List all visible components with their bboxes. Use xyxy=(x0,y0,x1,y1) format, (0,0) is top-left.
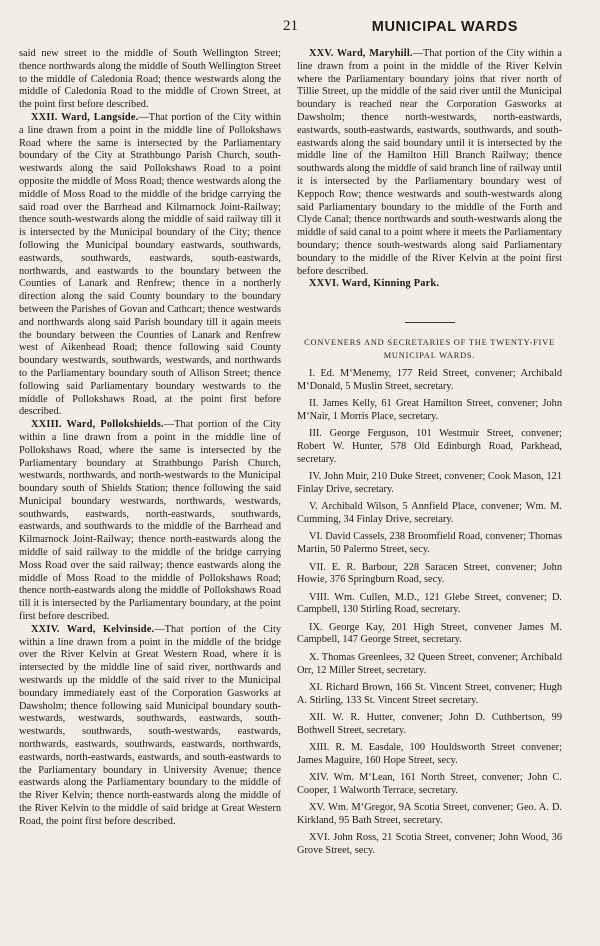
page-number: 21 xyxy=(283,18,298,34)
ward-text: —That portion of the City within a line drawn from a point in the middle line of Pollokshaws Road where the same is intersected by the Parliamentary boundary of the City at Strathbungo Parish Church, south-westwards along the said Pollokshaws Road to a point opposite the middle of Moss Road; thence westwards along the middle of Moss Road to the middle of the bridge carrying the said road over the Barrhead and Kilmarnock Joint-Railway; thence south-westwards along the middle of said railway till it is intersected by the Municipal boundary of the City; thence following the Municipal boundary eastwards, southwards, eastwards, southwards, eastwards, south-eastwards, northwards, and eastwards to the boundary between the Counties of Lanark and Renfrew; thence in a northerly direction along the said County boundary to the boundary between the Parishes of Govan and Cathcart; thence westwards and northwards along said Parish boundary till it again meets the boundary between the Counties of Lanark and Renfrew west of Aikenhead Road; thence following said County boundary westwards, southwards, westwards, and northwards to the Parliamentary boundary south of Allison Street; thence following said Parliamentary boundary westwards to the middle of Pollokshaws Road, at the point first before described. xyxy=(19,111,281,418)
ward-paragraph-pollokshields xyxy=(19,419,281,624)
convener-entry: VI. David Cassels, 238 Broomfield Road, convener; Thomas Martin, 50 Palermo Street, secy. xyxy=(297,531,562,556)
convener-entry: XIII. R. M. Easdale, 100 Houldsworth Street convener; James Maguire, 160 Hope Street, secy. xyxy=(297,742,562,766)
section-divider xyxy=(405,322,455,323)
convener-entry: VIII. Wm. Cullen, M.D., 121 Glebe Street, convener; D. Campbell, 130 Stirling Road, secretary. xyxy=(297,591,562,616)
left-column xyxy=(19,48,281,829)
conveners-heading: CONVENERS AND SECRETARIES OF THE TWENTY-FIVE MUNICIPAL WARDS. xyxy=(304,338,555,361)
conveners-list xyxy=(297,368,562,858)
continuation-paragraph: said new street to the middle of South Wellington Street; thence northwards along the middle of South Wellington Street to the middle of Caledonia Road; thence westwards along the middle of Caledonia Road to the middle of Crown Street, at the point first before described. xyxy=(19,48,281,111)
convener-entry: XIV. Wm. M‘Lean, 161 North Street, convener; John C. Cooper, 1 Walworth Terrace, secretary. xyxy=(297,772,562,796)
convener-entry: VII. E. R. Barbour, 228 Saracen Street, convener; John Howie, 376 Springburn Road, secy. xyxy=(297,561,562,586)
convener-entry: X. Thomas Greenlees, 32 Queen Street, convener; Archibald Orr, 12 Miller Street, secretary. xyxy=(297,651,562,676)
ward-title: XXVI. Ward, Kinning Park. xyxy=(309,278,440,290)
convener-entry: XI. Richard Brown, 166 St. Vincent Street, convener; Hugh A. Stirling, 133 St. Vincent Street secretary. xyxy=(297,681,562,706)
right-column xyxy=(297,48,562,862)
ward-text: —That portion of the City within a line drawn from a point in the middle of the bridge over the River Kelvin at Great Western Road, where it is intersected by the middle line of said river, northwards and westwards up the middle of the said river to the Municipal boundary immediately east of the Corporation Gasworks at Dawsholm; thence following said Municipal boundary south-westwards, westwards, southwards, eastwards, south-westwards, southwards, south-westwards, eastwards, northwards, eastwards, southwards, eastwards, northwards, eastwards, north-eastwards, eastwards, and south-eastwards to the Parliamentary boundary in University Avenue; thence eastwards along the Parliamentary boundary to the middle of the River Kelvin; thence north-eastwards along the middle of the River Kelvin to the middle of said bridge at Great Western Road, the point first before described. xyxy=(19,623,281,827)
ward-title: XXV. Ward, Maryhill. xyxy=(309,48,413,59)
convener-entry: IX. George Kay, 201 High Street, convener James M. Campbell, 147 George Street, secretary. xyxy=(297,621,562,646)
ward-title: XXIV. Ward, Kelvinside. xyxy=(31,623,155,635)
convener-entry: I. Ed. M‘Menemy, 177 Reid Street, convener; Archibald M‘Donald, 5 Muslin Street, secretary. xyxy=(297,368,562,392)
convener-entry: V. Archibald Wilson, 5 Annfield Place, convener; Wm. M. Cumming, 34 Finlay Drive, secretary. xyxy=(297,501,562,526)
ward-title: XXIII. Ward, Pollokshields. xyxy=(31,419,164,431)
ward-title: XXII. Ward, Langside. xyxy=(31,111,139,123)
running-header xyxy=(0,14,600,40)
running-title: MUNICIPAL WARDS xyxy=(371,19,518,35)
convener-entry: XVI. John Ross, 21 Scotia Street, convener; John Wood, 36 Grove Street, secy. xyxy=(297,832,562,857)
convener-entry: III. George Ferguson, 101 Westmuir Street, convener; Robert W. Hunter, 578 Old Edinburgh Road, Parkhead, secretary. xyxy=(297,428,562,465)
ward-text: —That portion of the City within a line drawn from a point in the middle line of Pollokshaws Road, where the same is intersected by the Parliamentary boundary at Strathbungo Parish Church, westwards, northwards, and north-westwards to the Municipal boundary south of Shields Station; thence following the said Municipal boundary westwards, northwards, westwards, southwards, eastwards, north-eastwards, southwards, eastwards, and southwards to the middle of the Barrhead and Kilmarnock Joint-Railway; thence north-eastwards along the middle of said railway to the middle of the bridge carrying Moss Road over the said railway; thence eastwards along the middle of Moss Road to the middle of Pollokshaws Road; thence north-eastwards along the middle of Pollokshaws Road till it is intersected by the Parliamentary boundary, at the point first before described. xyxy=(19,419,281,623)
ward-paragraph-kinning-park xyxy=(297,278,562,291)
ward-paragraph-langside xyxy=(19,112,281,419)
convener-entry: XV. Wm. M‘Gregor, 9A Scotia Street, convener; Geo. A. D. Kirkland, 95 Bath Street, secretary. xyxy=(297,802,562,827)
ward-text: —That portion of the City within a line drawn from a point in the middle of the River Kelvin where the Parliamentary boundary joins that river north of Tillie Street, up the middle of the said river until the Municipal boundary is reached near the Corporation Gasworks at Dawsholm; thence north-westwards, north-eastwards, eastwards, south-eastwards, eastwards, southwards, and south-eastwards along the said boundary until it is intersected by the middle line of the Hamilton Hill Branch Railway; thence southwards along the middle of said branch line of railway until it is intersected by the Parliamentary boundary west of Keppoch Row; thence westwards and south-westwards along said Parliamentary boundary to the middle of the Forth and Clyde Canal; thence northwards and south-westwards along the middle of said canal to a point where it meets the Parliamentary boundary; thence south-westwards along said Parliamentary boundary to the middle of the River Kelvin at the point first before described. xyxy=(297,48,562,277)
ward-paragraph-kelvinside xyxy=(19,624,281,829)
convener-entry: IV. John Muir, 210 Duke Street, convener; Cook Mason, 121 Finlay Drive, secretary. xyxy=(297,471,562,496)
convener-entry: XII. W. R. Hutter, convener; John D. Cuthbertson, 99 Bothwell Street, secretary. xyxy=(297,711,562,736)
ward-paragraph-maryhill xyxy=(297,48,562,278)
convener-entry: II. James Kelly, 61 Great Hamilton Street, convener; John M‘Nair, 1 Morris Place, secretary. xyxy=(297,398,562,423)
